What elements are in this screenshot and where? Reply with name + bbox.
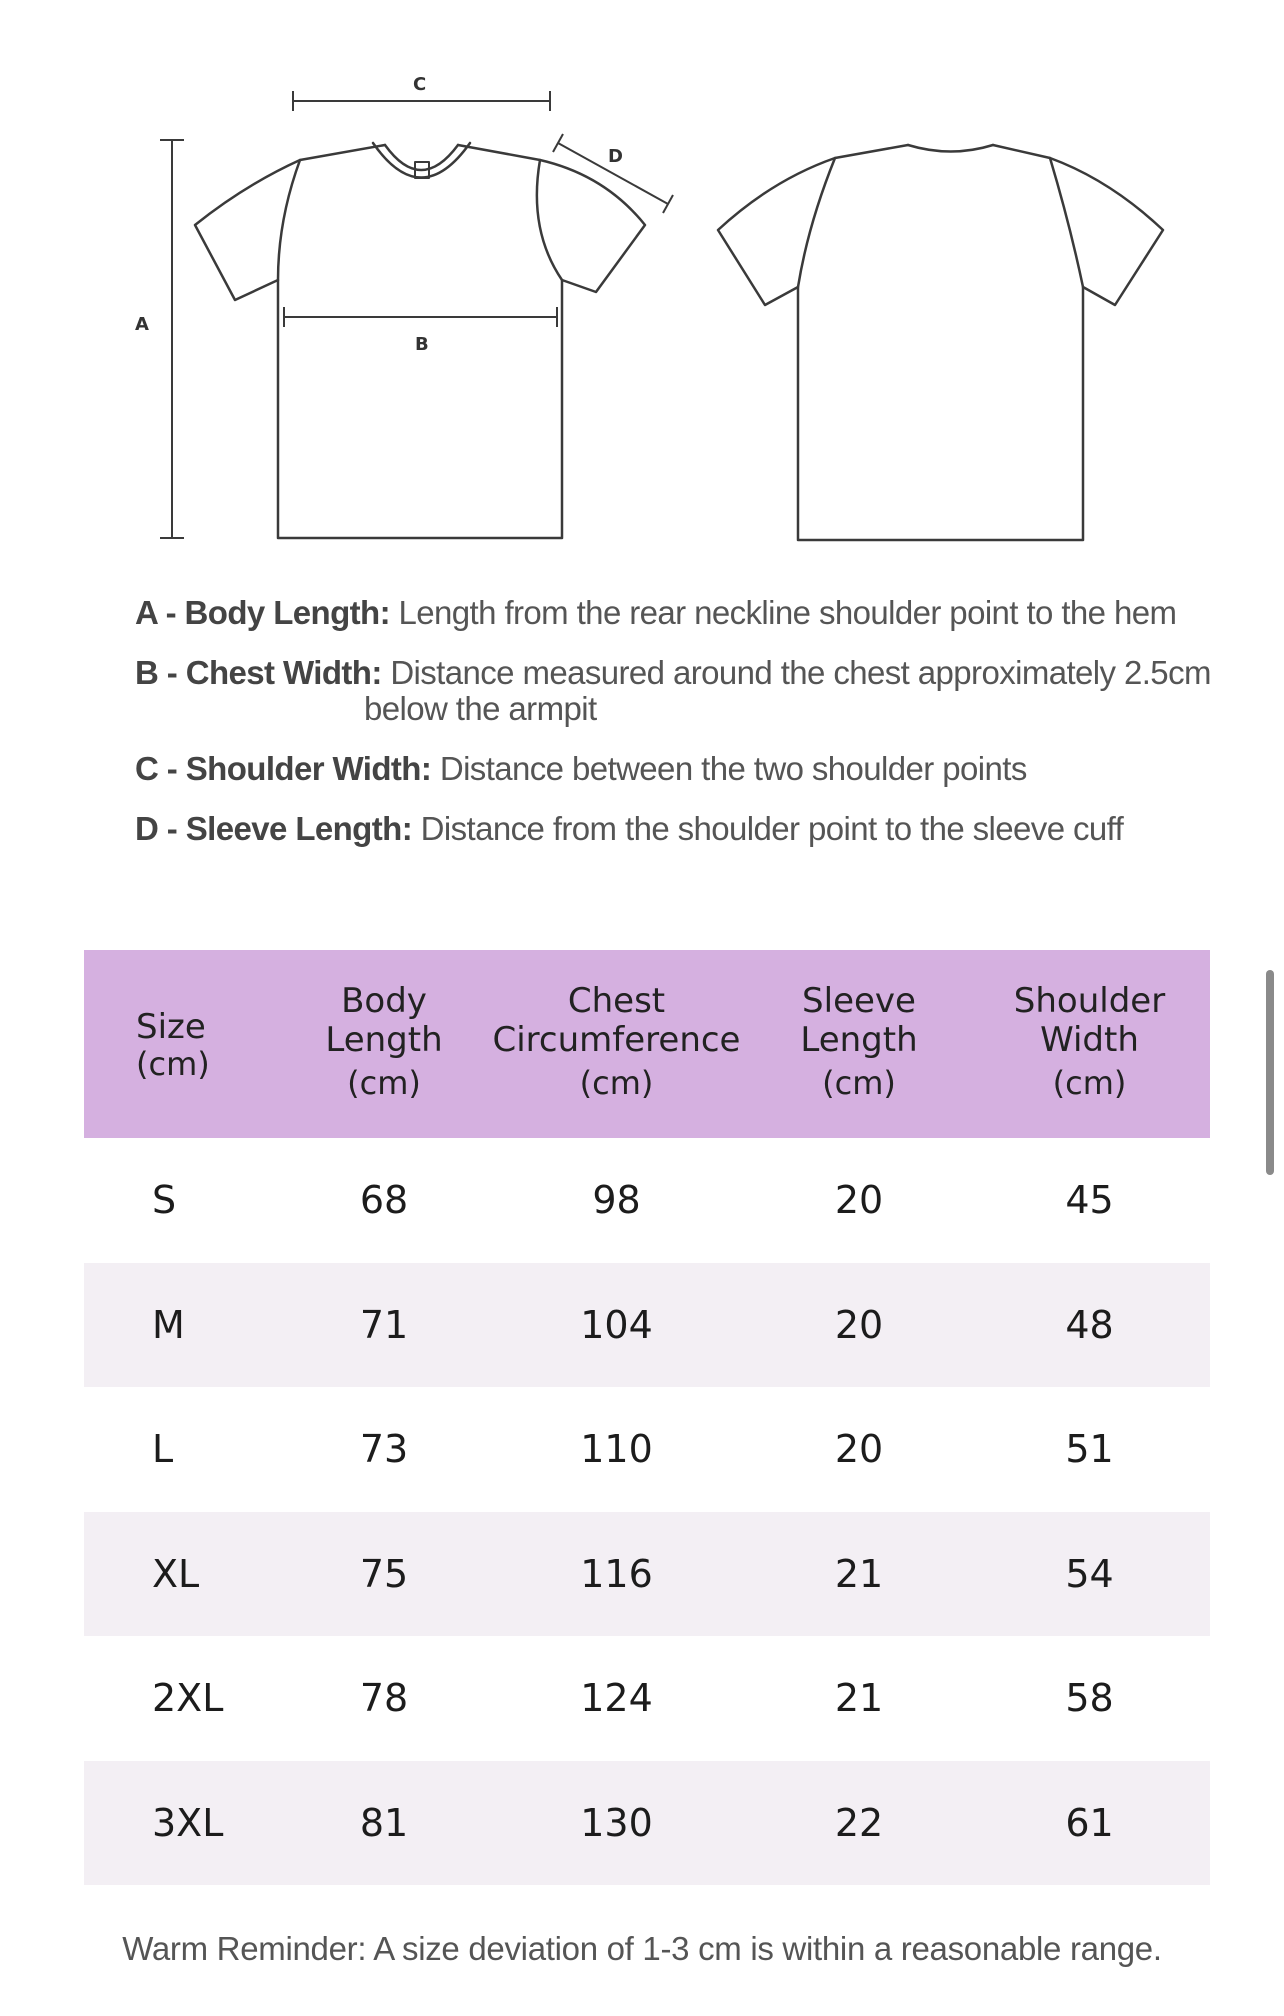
cell-size: 2XL	[152, 1676, 224, 1721]
header-unit: (cm)	[347, 1064, 421, 1102]
table-row	[84, 1138, 1210, 1263]
cell-shoulder: 54	[1065, 1551, 1114, 1596]
cell-shoulder: 58	[1065, 1676, 1114, 1721]
table-header	[84, 950, 1210, 1138]
label-d: D	[608, 146, 623, 167]
legend-key: B - Chest Width:	[135, 654, 382, 691]
cell-sleeve: 20	[834, 1302, 884, 1347]
legend-item-c	[135, 750, 1215, 788]
cell-body-length: 71	[359, 1302, 409, 1347]
cell-shoulder: 45	[1065, 1178, 1114, 1223]
cell-body-length: 75	[359, 1551, 409, 1596]
cell-sleeve: 20	[834, 1427, 884, 1472]
header-label: Length	[800, 1020, 918, 1060]
label-a: A	[135, 314, 149, 335]
header-unit: (cm)	[136, 1044, 210, 1083]
header-sleeve-length	[749, 982, 969, 1106]
legend-key: C - Shoulder Width:	[135, 750, 432, 787]
header-size	[84, 1008, 284, 1081]
header-label: Size	[136, 1006, 206, 1047]
cell-chest: 116	[580, 1551, 653, 1596]
table-row	[84, 1263, 1210, 1388]
cell-sleeve: 21	[834, 1551, 884, 1596]
header-chest-circumference	[484, 982, 749, 1106]
cell-size: M	[152, 1302, 185, 1347]
cell-body-length: 78	[359, 1676, 409, 1721]
back-shirt-outline	[718, 145, 1163, 540]
table-row	[84, 1512, 1210, 1637]
cell-body-length: 68	[359, 1178, 409, 1223]
table-row	[84, 1761, 1210, 1886]
header-label: Body	[341, 981, 427, 1021]
cell-sleeve: 20	[834, 1178, 884, 1223]
header-label: Shoulder	[1013, 981, 1166, 1021]
header-label: Sleeve	[802, 981, 916, 1021]
cell-size: S	[152, 1178, 177, 1223]
cell-size: XL	[152, 1551, 200, 1596]
label-c: C	[413, 74, 427, 95]
cell-shoulder: 51	[1065, 1427, 1114, 1472]
scrollbar-thumb[interactable]	[1266, 970, 1274, 1175]
legend-item-d	[135, 810, 1215, 848]
table-row	[84, 1387, 1210, 1512]
cell-body-length: 73	[359, 1427, 409, 1472]
header-unit: (cm)	[579, 1064, 654, 1102]
cell-size: 3XL	[152, 1800, 224, 1845]
tshirt-measurement-diagram	[0, 0, 1284, 580]
legend-text: Length from the rear neckline shoulder point to the hem	[398, 594, 1177, 631]
size-chart-table	[84, 950, 1210, 1885]
legend-item-a	[135, 594, 1215, 632]
cell-size: L	[152, 1427, 174, 1472]
header-shoulder-width	[969, 982, 1210, 1106]
legend-item-b	[135, 654, 1215, 728]
size-deviation-note: Warm Reminder: A size deviation of 1-3 cm is within a reasonable range.	[122, 1930, 1162, 1967]
header-body-length	[284, 982, 484, 1106]
header-label: Width	[1040, 1020, 1139, 1060]
legend-text: Distance from the shoulder point to the sleeve cuff	[420, 810, 1124, 847]
cell-chest: 98	[592, 1178, 641, 1223]
legend-key: A - Body Length:	[135, 594, 390, 631]
header-unit: (cm)	[1052, 1064, 1127, 1102]
header-label: Circumference	[492, 1020, 741, 1060]
cell-chest: 104	[580, 1302, 653, 1347]
cell-shoulder: 48	[1065, 1302, 1114, 1347]
legend-text: Distance measured around the chest approximately 2.5cm	[390, 654, 1211, 691]
header-label: Chest	[567, 981, 666, 1021]
cell-sleeve: 21	[834, 1676, 884, 1721]
header-unit: (cm)	[822, 1064, 896, 1102]
cell-body-length: 81	[359, 1800, 409, 1845]
legend-text: Distance between the two shoulder points	[439, 750, 1027, 787]
cell-chest: 124	[580, 1676, 653, 1721]
cell-chest: 110	[580, 1427, 653, 1472]
cell-shoulder: 61	[1065, 1800, 1114, 1845]
header-label: Length	[325, 1020, 443, 1060]
legend-text-continuation: below the armpit	[364, 690, 597, 727]
cell-sleeve: 22	[834, 1800, 884, 1845]
cell-chest: 130	[580, 1800, 653, 1845]
table-row	[84, 1636, 1210, 1761]
measurement-legend	[135, 594, 1215, 870]
legend-key: D - Sleeve Length:	[135, 810, 413, 847]
label-b: B	[415, 334, 429, 355]
